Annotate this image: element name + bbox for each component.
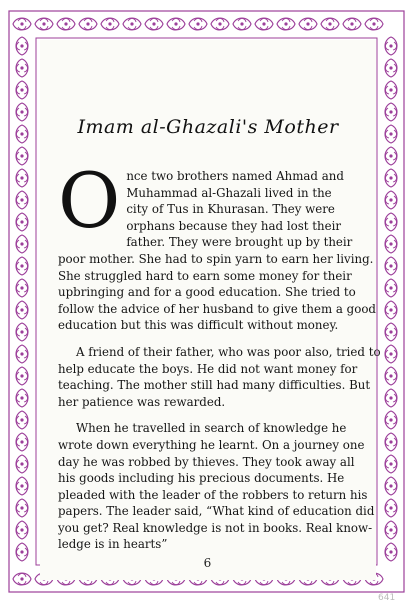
text-line: upbringing and for a good education. She tried to <box>58 285 356 300</box>
text-line: follow the advice of her husband to give them a good <box>58 301 376 316</box>
text-line: city of Tus in Khurasan. They were <box>126 202 335 217</box>
story-body <box>58 156 384 563</box>
paragraph-3 <box>58 420 384 553</box>
page-number: 6 <box>203 556 212 570</box>
text-line: day he was robbed by thieves. They took away all <box>58 454 355 469</box>
paragraph-2 <box>58 344 384 410</box>
text-line: wrote down everything he learnt. On a journey one <box>58 437 365 452</box>
text-line: When he travelled in search of knowledge he <box>76 421 347 436</box>
text-line: Muhammad al-Ghazali lived in the <box>126 185 332 200</box>
text-line: pleaded with the leader of the robbers to return his <box>58 487 368 502</box>
text-line: ledge is in hearts” <box>58 537 168 552</box>
text-line: A friend of their father, who was poor also, tried to <box>76 344 381 359</box>
text-line: his goods including his precious documents. He <box>58 471 345 486</box>
text-line: She struggled hard to earn some money for their <box>58 268 352 283</box>
text-line: father. They were brought up by their <box>126 235 353 250</box>
text-line: teaching. The mother still had many difficulties. But <box>58 378 371 393</box>
text-line: you get? Real knowledge is not in books. Real know- <box>58 520 373 535</box>
story-title: Imam al-Ghazali's Mother <box>77 116 339 138</box>
page-content <box>40 40 381 580</box>
text-line: orphans because they had lost their <box>126 218 342 233</box>
drop-cap: O <box>58 156 121 245</box>
text-line: her patience was rewarded. <box>58 394 226 409</box>
text-line: education but this was difficult without money. <box>58 318 339 333</box>
paragraph-1 <box>58 156 384 334</box>
text-line: nce two brothers named Ahmad and <box>126 169 344 183</box>
corner-mark: 641 <box>378 593 396 603</box>
text-line: poor mother. She had to spin yarn to earn her living. <box>58 251 374 266</box>
text-line: help educate the boys. He did not want money for <box>58 361 358 376</box>
text-line: papers. The leader said, “What kind of education did <box>58 504 375 519</box>
